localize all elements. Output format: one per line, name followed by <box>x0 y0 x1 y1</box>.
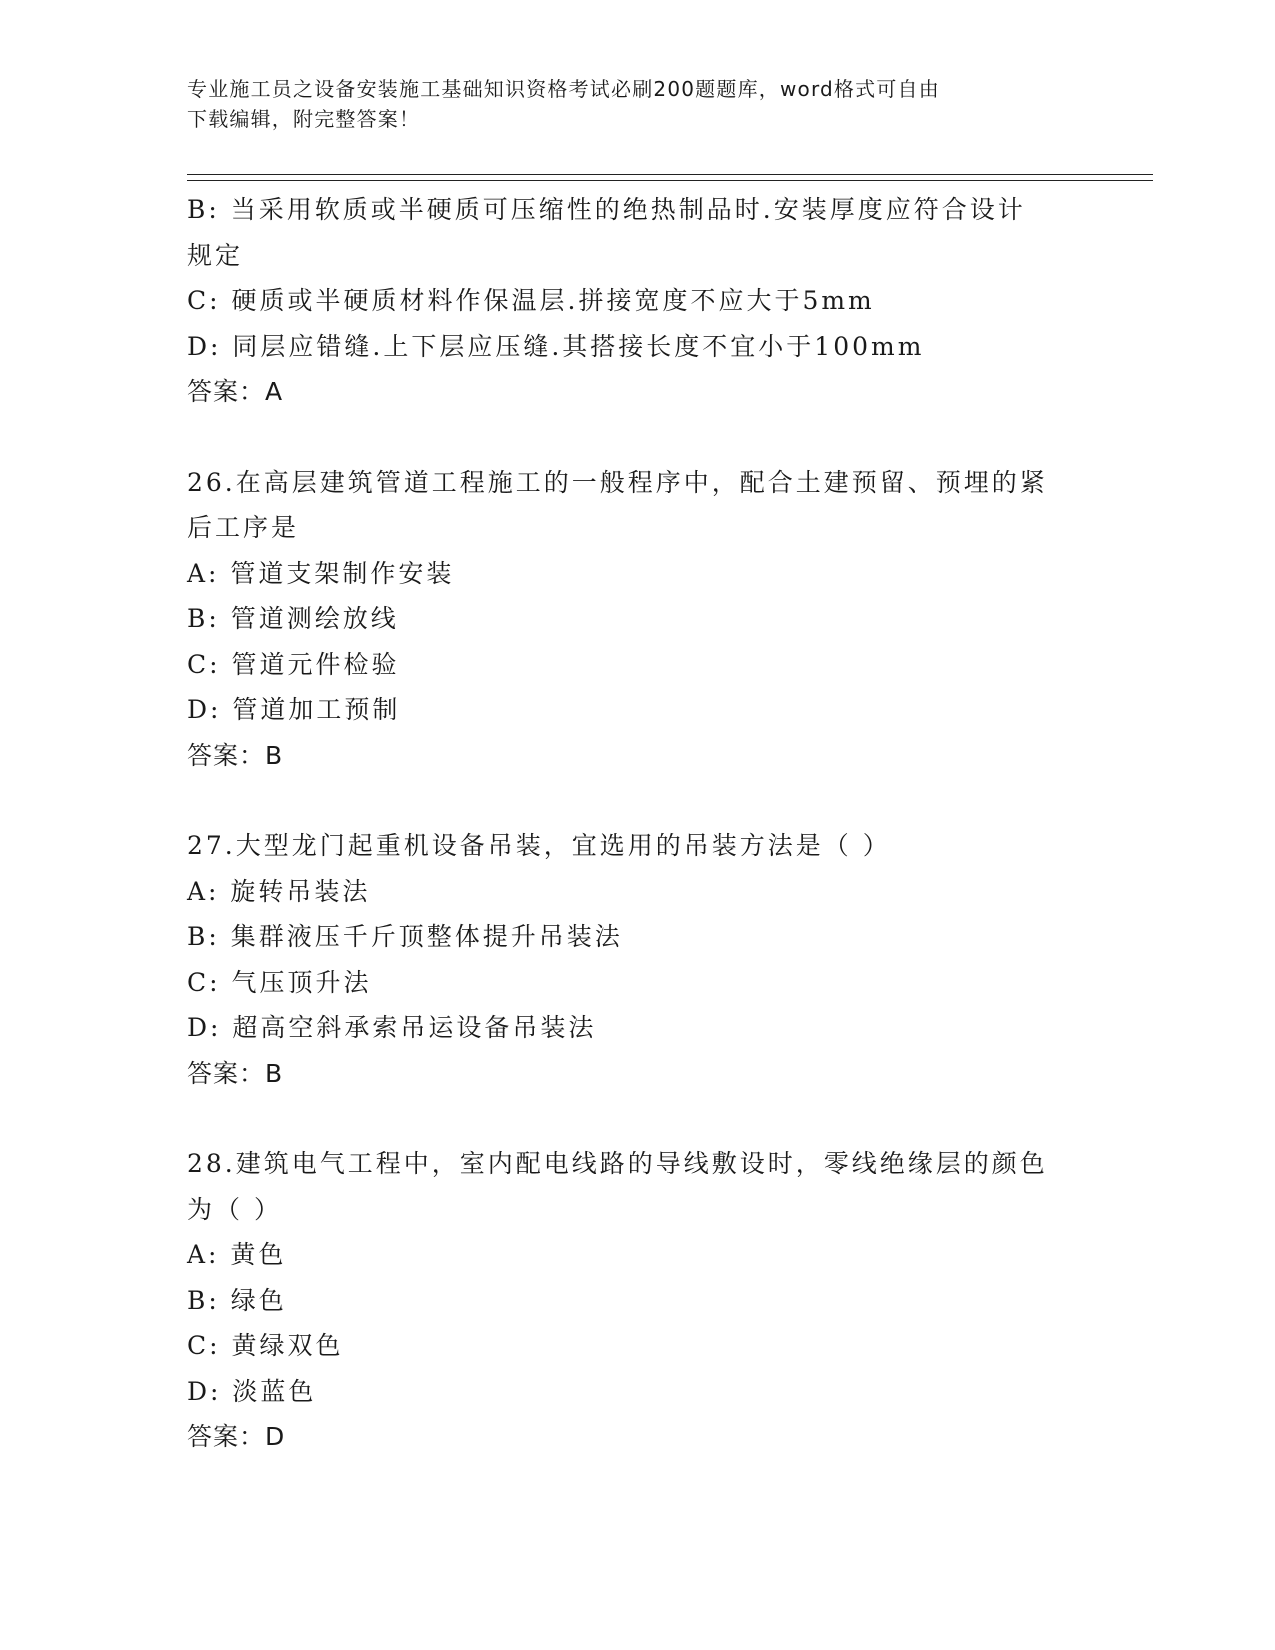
option-a: A: 管道支架制作安装 <box>187 558 455 588</box>
question-list <box>187 187 1087 1460</box>
option-c: C: 黄绿双色 <box>187 1331 344 1360</box>
answer: 答案：B <box>187 1058 284 1088</box>
spacer <box>187 778 1087 823</box>
option-b: B: 管道测绘放线 <box>187 604 399 633</box>
question-stem-line-2: 后工序是 <box>187 513 300 542</box>
option-d: D: 超高空斜承索吊运设备吊装法 <box>187 1013 597 1042</box>
answer: 答案：B <box>187 740 284 770</box>
question-stem-line-2: 为（ ） <box>187 1194 282 1224</box>
header-divider-top <box>187 174 1153 175</box>
option-d: D: 同层应错缝.上下层应压缝.其搭接长度不宜小于100mm <box>187 331 925 361</box>
option-d: D: 管道加工预制 <box>187 695 401 724</box>
option-c: C: 管道元件检验 <box>187 649 400 679</box>
question-25-tail <box>187 187 1087 415</box>
header-divider-bottom <box>187 180 1153 181</box>
spacer <box>187 415 1087 460</box>
option-c: C: 硬质或半硬质材料作保温层.拼接宽度不应大于5mm <box>187 286 875 315</box>
header-title-line-1: 专业施工员之设备安装施工基础知识资格考试必刷200题题库，word格式可自由 <box>187 77 940 101</box>
document-header <box>187 74 1087 134</box>
question-27 <box>187 823 1087 1096</box>
answer: 答案：A <box>187 377 284 406</box>
question-28 <box>187 1141 1087 1460</box>
option-b: B: 集群液压千斤顶整体提升吊装法 <box>187 922 623 951</box>
option-a: A: 黄色 <box>187 1240 287 1269</box>
option-c: C: 气压顶升法 <box>187 967 372 997</box>
option-b: B: 绿色 <box>187 1285 287 1315</box>
spacer <box>187 1096 1087 1141</box>
question-stem-line-1: 27.大型龙门起重机设备吊装，宜选用的吊装方法是（ ） <box>187 831 891 860</box>
answer: 答案：D <box>187 1422 286 1451</box>
option-a: A: 旋转吊装法 <box>187 876 371 906</box>
question-stem-line-1: 26.在高层建筑管道工程施工的一般程序中，配合土建预留、预埋的紧 <box>187 467 1048 497</box>
question-stem-line-1: 28.建筑电气工程中，室内配电线路的导线敷设时，零线绝缘层的颜色 <box>187 1149 1048 1178</box>
header-title-line-2: 下载编辑，附完整答案！ <box>187 107 421 131</box>
option-d: D: 淡蓝色 <box>187 1376 317 1406</box>
option-b-line-1: B: 当采用软质或半硬质可压缩性的绝热制品时.安装厚度应符合设计 <box>187 195 1026 224</box>
option-b-line-2: 规定 <box>187 240 244 270</box>
question-26 <box>187 460 1087 779</box>
